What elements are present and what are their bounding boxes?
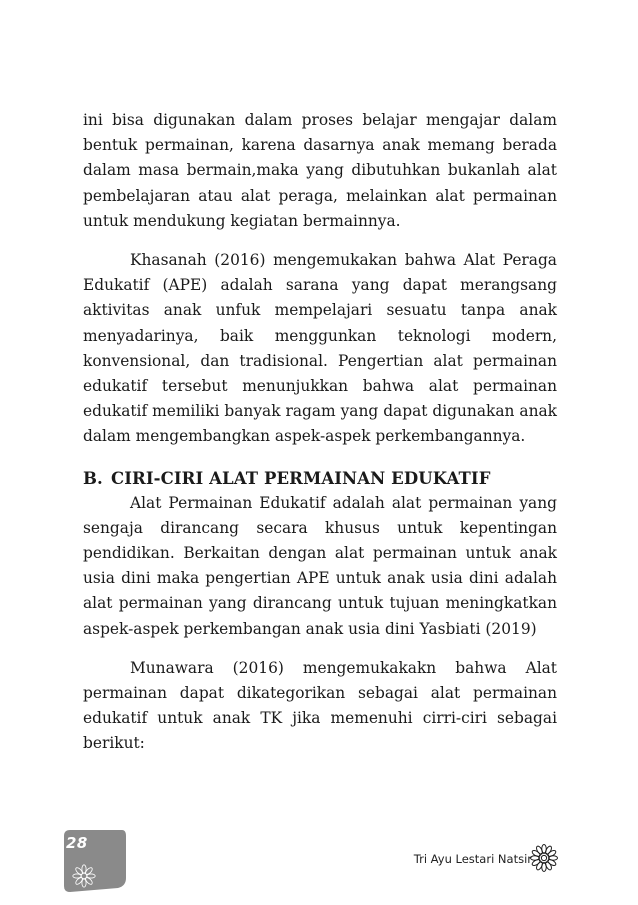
author-name: Tri Ayu Lestari Natsir xyxy=(413,852,532,866)
section-heading xyxy=(83,466,557,491)
section-number: B. xyxy=(83,468,103,488)
page-number: 28 xyxy=(66,834,88,852)
mandala-ornament-icon xyxy=(529,843,559,873)
section-title: CIRI-CIRI ALAT PERMAINAN EDUKATIF xyxy=(111,468,491,488)
body-paragraph-4: Munawara (2016) mengemukakakn bahwa Alat permainan dapat dikategorikan sebagai alat permainan edukatif untuk anak TK jika memenuhi cirri-ciri sebagai berikut: xyxy=(83,658,557,753)
body-paragraph-1: ini bisa digunakan dalam proses belajar mengajar dalam bentuk permainan, karena dasarnya anak memang berada dalam masa bermain,maka yang dibutuhkan bukanlah alat pembelajaran atau alat peraga, melainkan alat permainan untuk mendukung kegiatan bermainnya. xyxy=(83,111,557,230)
body-paragraph-2: Khasanah (2016) mengemukakan bahwa Alat Peraga Edukatif (APE) adalah sarana yang dapat merangsang aktivitas anak unfuk mempelajari sesuatu tanpa anak menyadarinya, baik menggunkan teknologi modern, konvensional, dan tradisional. Pengertian alat permainan edukatif tersebut menunjukkan bahwa alat permainan edukatif memiliki banyak ragam yang dapat digunakan anak dalam mengembangkan aspek-aspek perkembangannya. xyxy=(83,251,557,446)
body-paragraph-3: Alat Permainan Edukatif adalah alat permainan yang sengaja dirancang secara khusus untuk kepentingan pendidikan. Berkaitan dengan alat permainan untuk anak usia dini maka pengertian APE untuk anak usia dini adalah alat permainan yang dirancang untuk tujuan meningkatkan aspek-aspek perkembangan anak usia dini Yasbiati (2019) xyxy=(83,493,557,638)
mandala-ornament-icon xyxy=(70,862,98,890)
page-content xyxy=(83,108,557,757)
